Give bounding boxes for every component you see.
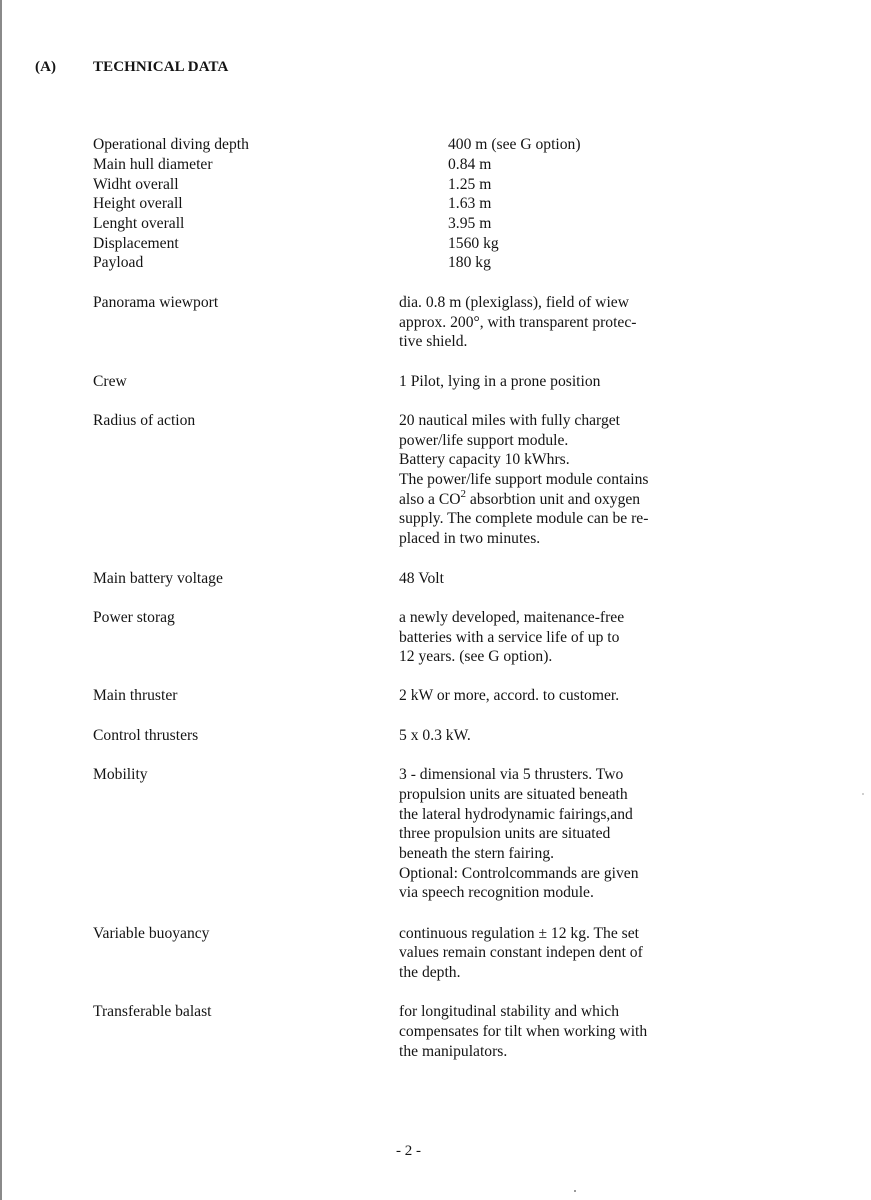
- spec-label: Main battery voltage: [93, 570, 223, 587]
- co2-line-rest: absorbtion unit and oxygen: [466, 491, 641, 508]
- dimension-value: 0.84 m: [448, 156, 492, 173]
- page-left-border: [0, 0, 2, 1200]
- spec-label: Mobility: [93, 766, 148, 783]
- spec-label: Radius of action: [93, 412, 196, 429]
- dimension-label: Operational diving depth: [93, 136, 249, 153]
- scan-speck: [862, 793, 864, 795]
- spec-label: Crew: [93, 373, 127, 390]
- spec-value-line: the manipulators.: [399, 1043, 508, 1060]
- spec-value-line: compensates for tilt when working with: [399, 1023, 648, 1040]
- spec-value-line: the lateral hydrodynamic fairings,and: [399, 806, 633, 823]
- dimension-label: Lenght overall: [93, 215, 185, 232]
- spec-label: Main thruster: [93, 687, 178, 704]
- scan-speck: [574, 1190, 576, 1192]
- spec-label: Control thrusters: [93, 727, 199, 744]
- dimension-label: Height overall: [93, 195, 183, 212]
- spec-value-line: 2 kW or more, accord. to customer.: [399, 687, 620, 704]
- spec-value-line: for longitudinal stability and which: [399, 1003, 620, 1020]
- spec-label: Power storag: [93, 609, 175, 626]
- spec-value-line: 1 Pilot, lying in a prone position: [399, 373, 601, 390]
- spec-value-line: tive shield.: [399, 333, 468, 350]
- dimension-label: Payload: [93, 254, 144, 271]
- co2-text: also a CO: [399, 491, 461, 508]
- spec-value-line: batteries with a service life of up to: [399, 629, 620, 646]
- spec-label: Transferable balast: [93, 1003, 212, 1020]
- spec-value-line: the depth.: [399, 964, 461, 981]
- dimension-label: Widht overall: [93, 176, 179, 193]
- spec-value-line: three propulsion units are situated: [399, 825, 611, 842]
- dimension-value: 180 kg: [448, 254, 491, 271]
- spec-value-line: Optional: Controlcommands are given: [399, 865, 639, 882]
- dimension-value: 1.25 m: [448, 176, 492, 193]
- page-number: - 2 -: [396, 1143, 421, 1159]
- dimension-value: 3.95 m: [448, 215, 492, 232]
- spec-value-line-co2: [399, 490, 640, 510]
- spec-value-line: Battery capacity 10 kWhrs.: [399, 451, 570, 468]
- spec-value-line: propulsion units are situated beneath: [399, 786, 628, 803]
- spec-value-line: 3 - dimensional via 5 thrusters. Two: [399, 766, 624, 783]
- spec-value-line: values remain constant indepen dent of: [399, 944, 643, 961]
- dimension-value: 1.63 m: [448, 195, 492, 212]
- spec-value-line: approx. 200°, with transparent protec-: [399, 314, 637, 331]
- spec-value-line: a newly developed, maitenance-free: [399, 609, 625, 626]
- spec-label: Panorama wiewport: [93, 294, 219, 311]
- spec-value-line: dia. 0.8 m (plexiglass), field of wiew: [399, 294, 629, 311]
- spec-value-line: 20 nautical miles with fully charget: [399, 412, 621, 429]
- spec-value-line: 5 x 0.3 kW.: [399, 727, 471, 744]
- spec-value-line: beneath the stern fairing.: [399, 845, 555, 862]
- section-title: TECHNICAL DATA: [93, 59, 229, 75]
- spec-value-line: power/life support module.: [399, 432, 569, 449]
- spec-value-line: via speech recognition module.: [399, 884, 594, 901]
- spec-value-line: continuous regulation ± 12 kg. The set: [399, 925, 639, 942]
- section-letter: (A): [35, 59, 57, 75]
- co2-subscript: 2: [460, 488, 466, 500]
- dimension-label: Main hull diameter: [93, 156, 213, 173]
- dimension-label: Displacement: [93, 235, 179, 252]
- dimension-value: 400 m (see G option): [448, 136, 581, 153]
- spec-value-line: The power/life support module contains: [399, 471, 649, 488]
- dimension-value: 1560 kg: [448, 235, 499, 252]
- spec-value-line: supply. The complete module can be re-: [399, 510, 649, 527]
- spec-label: Variable buoyancy: [93, 925, 210, 942]
- spec-value-line: 12 years. (see G option).: [399, 648, 553, 665]
- spec-value-line: 48 Volt: [399, 570, 444, 587]
- spec-value-line: placed in two minutes.: [399, 530, 541, 547]
